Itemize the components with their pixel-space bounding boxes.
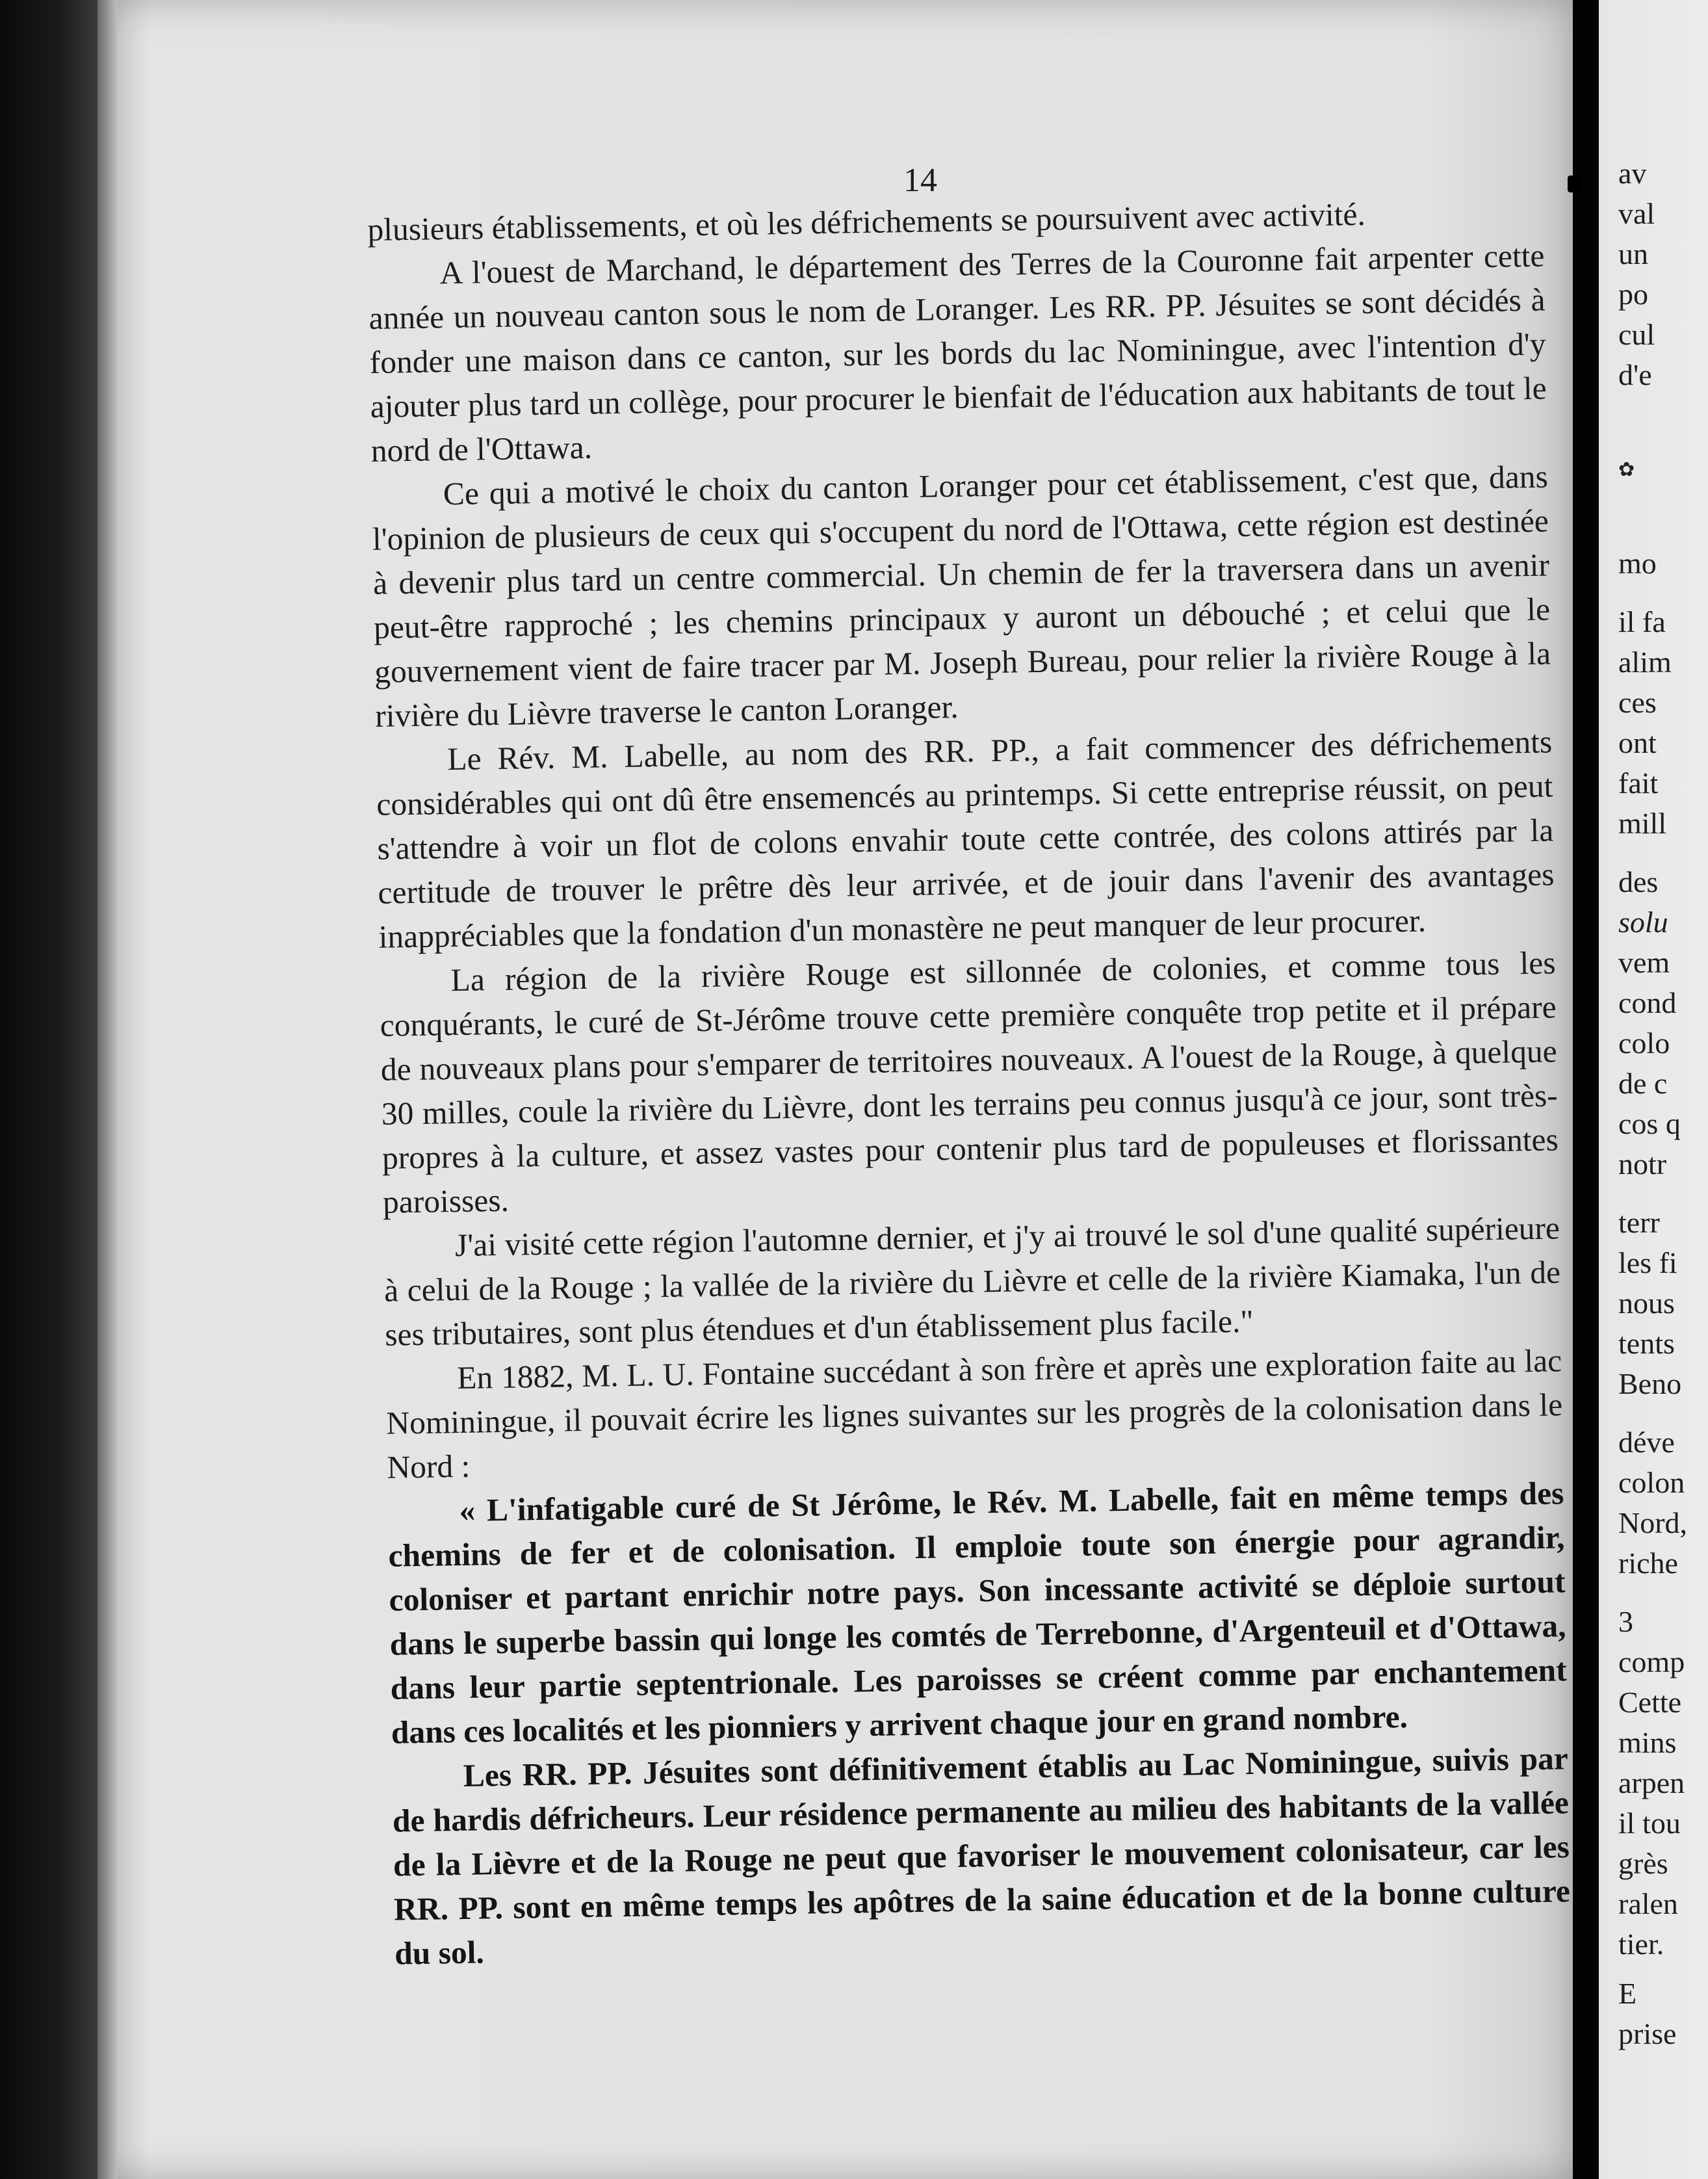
facing-page-fragment: notr: [1618, 1147, 1667, 1181]
facing-page-fragment: mo: [1618, 547, 1657, 580]
facing-page-fragment: des: [1618, 865, 1659, 898]
paragraph: En 1882, M. L. U. Fontaine succédant à son frère et après une exploration faite au lac Nominingue, il pouvait écrire les lignes suivantes sur les progrès de la colonisation dans le Nord :: [385, 1342, 1563, 1485]
facing-page-fragment: av: [1618, 157, 1647, 190]
facing-page-fragment: terr: [1618, 1206, 1660, 1239]
facing-page-fragment: comp: [1618, 1645, 1685, 1678]
ink-spot-icon: ✿: [1618, 459, 1635, 480]
facing-page-fragment: il fa: [1618, 605, 1666, 638]
facing-page-fragment: arpen: [1618, 1766, 1685, 1799]
body-text: [367, 190, 1572, 1976]
facing-page-fragment: val: [1618, 197, 1655, 230]
facing-page-fragment: Beno: [1618, 1367, 1682, 1400]
facing-page-fragment: cul: [1618, 318, 1655, 351]
facing-page-fragment: grès: [1618, 1847, 1668, 1880]
facing-page-fragment: cos q: [1618, 1107, 1681, 1140]
facing-page-fragment: Nord,: [1618, 1506, 1688, 1539]
facing-page-fragment: de c: [1618, 1067, 1668, 1100]
scan-background-left: [0, 0, 97, 2179]
facing-page-fragment: colon: [1618, 1466, 1685, 1499]
paragraph: Le Rév. M. Labelle, au nom des RR. PP., a fait commencer des défrichements considérables qui ont dû être ensemencés au printemps. Si cette entreprise réussit, on peut s'attendre à voir un flot de colons envahir toute cette contrée, des colons attirés par la certitude de trouver le prêtre dès leur arrivée, et de jouir dans l'avenir des avantages inappréciables que la fondation d'un monastère ne peut manquer de leur procurer.: [376, 724, 1555, 955]
facing-page-fragment: cond: [1618, 986, 1677, 1019]
page-number: 14: [903, 162, 937, 199]
facing-page-fragment: 3: [1618, 1605, 1633, 1638]
facing-page-fragment: ces: [1618, 686, 1657, 719]
quoted-paragraph: « L'infatigable curé de St Jérôme, le Rév. M. Labelle, fait en même temps des chemins de fer et de colonisation. Il emploie toute son énergie pour agrandir, coloniser et partant enrichir notre pays. Son incessante activité se déploie surtout dans le superbe bassin qui longe les comtés de Terrebonne, d'Argenteuil et d'Ottawa, dans leur partie septentrionale. Les paroisses se créent comme par enchantement dans ces localités et les pionniers y arrivent chaque jour en grand nombre.: [388, 1475, 1567, 1751]
facing-page-fragment: ont: [1618, 726, 1657, 759]
paragraph: Ce qui a motivé le choix du canton Loranger pour cet établissement, c'est que, dans l'opinion de plusieurs de ceux qui s'occupent du nord de l'Ottawa, cette région est destinée à devenir plus tard un centre commercial. Un chemin de fer la traversera dans un avenir peut-être rapproché ; les chemins principaux y auront un débouché ; et celui que le gouvernement vient de faire tracer par M. Joseph Bureau, pour relier la rivière Rouge à la rivière du Lièvre traverse le canton Loranger.: [372, 458, 1551, 734]
facing-page-fragment: mins: [1618, 1726, 1677, 1759]
facing-page-fragment: il tou: [1618, 1807, 1681, 1840]
facing-page-fragment: prise: [1618, 2017, 1677, 2050]
facing-page-fragment: vem: [1618, 946, 1670, 979]
quoted-paragraph: Les RR. PP. Jésuites sont définitivement établis au Lac Nominingue, suivis par de hardis défricheurs. Leur résidence permanente au milieu des habitants de la vallée de la Lièvre et de la Rouge ne peut que favoriser le mouvement colonisateur, car les RR. PP. sont en même temps les apôtres de la saine éducation et de la bonne culture du sol.: [392, 1740, 1571, 1972]
facing-page-fragment: déve: [1618, 1426, 1675, 1459]
paragraph: A l'ouest de Marchand, le département des Terres de la Couronne fait arpenter cette année un nouveau canton sous le nom de Loranger. Les RR. PP. Jésuites se sont décidés à fonder une maison dans ce canton, sur les bords du lac Nominingue, avec l'intention d'y ajouter plus tard un collège, pour procurer le bienfait de l'éducation aux habitants de tout le nord de l'Ottawa.: [369, 237, 1547, 469]
facing-page-fragment: E: [1618, 1977, 1637, 2010]
book-gutter: [1573, 0, 1599, 2179]
facing-page-fragment: tents: [1618, 1327, 1675, 1360]
facing-page-fragment: solu: [1618, 906, 1668, 939]
facing-page-fragment: fait: [1618, 766, 1659, 800]
facing-page-fragment: riche: [1618, 1546, 1678, 1580]
paragraph: La région de la rivière Rouge est sillonnée de colonies, et comme tous les conquérants, le curé de St-Jérôme trouve cette première conquête trop petite et il prépare de nouveaux plans pour s'emparer de territoires nouveaux. A l'ouest de la Rouge, à quelque 30 milles, coule la rivière du Lièvre, dont les terrains peu connus jusqu'à ce jour, sont très-propres à la culture, et assez vastes pour contenir plus tard de populeuses et florissantes paroisses.: [380, 945, 1559, 1220]
facing-page-fragment: tier.: [1618, 1927, 1664, 1961]
facing-page-fragment: nous: [1618, 1286, 1675, 1320]
gutter-mark: [1568, 176, 1582, 192]
facing-page-fragment: les fi: [1618, 1246, 1677, 1279]
facing-page-fragment: colo: [1618, 1026, 1670, 1060]
facing-page-fragment: d'e: [1618, 358, 1652, 391]
paragraph: plusieurs établissements, et où les défrichements se poursuivent avec activité.: [367, 196, 1366, 248]
paragraph: J'ai visité cette région l'automne dernier, et j'y ai trouvé le sol d'une qualité supérieure à celui de la Rouge ; la vallée de la rivière du Lièvre et celle de la rivière Kiamaka, l'un de ses tributaires, sont plus étendues et d'un établissement plus facile.": [383, 1210, 1561, 1353]
facing-page-fragment: alim: [1618, 646, 1672, 679]
facing-page-fragment: un: [1618, 237, 1648, 270]
facing-page-fragment: po: [1618, 278, 1648, 311]
page-edge: [97, 0, 117, 2179]
facing-page-fragment: Cette: [1618, 1686, 1682, 1719]
facing-page-fragment: mill: [1618, 807, 1667, 840]
facing-page-fragment: ralen: [1618, 1887, 1678, 1920]
